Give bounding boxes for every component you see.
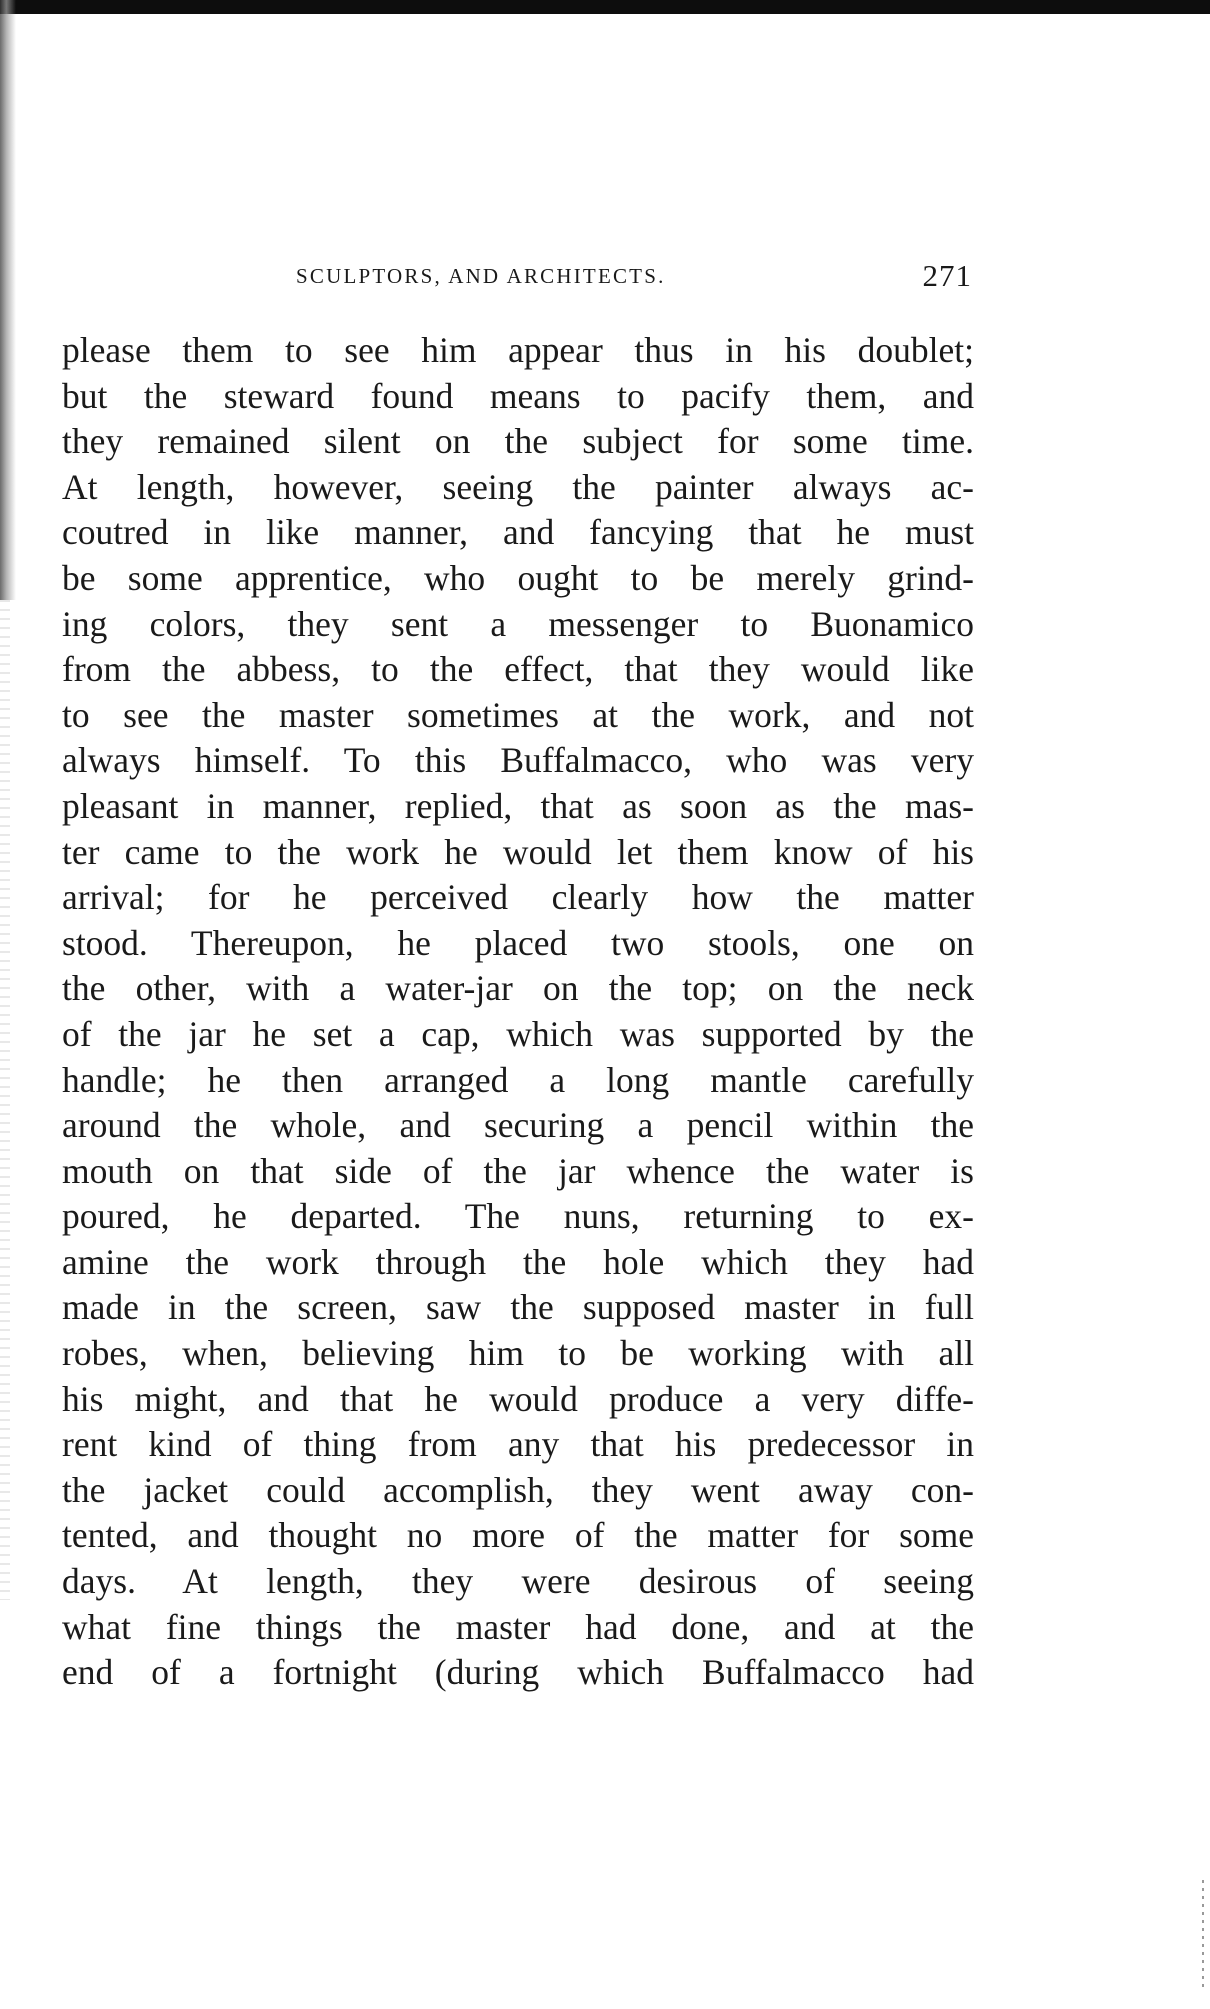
body-text bbox=[62, 328, 974, 1696]
text-line: the other, with a water-jar on the top; on the neck bbox=[62, 968, 974, 1009]
text-line: made in the screen, saw the supposed master in full bbox=[62, 1287, 974, 1328]
text-line: always himself. To this Buffalmacco, who was very bbox=[62, 740, 974, 781]
page-number: 271 bbox=[922, 258, 972, 293]
text-line: of the jar he set a cap, which was supported by the bbox=[62, 1013, 974, 1054]
text-line: be some apprentice, who ought to be merely grind- bbox=[62, 557, 974, 598]
text-line: end of a fortnight (during which Buffalmacco had bbox=[62, 1652, 974, 1693]
text-line: At length, however, seeing the painter always ac- bbox=[62, 466, 974, 507]
binding-shadow bbox=[0, 0, 16, 600]
text-line: please them to see him appear thus in his doublet; bbox=[62, 330, 974, 370]
text-line: what fine things the master had done, and at the bbox=[62, 1606, 974, 1647]
text-line: days. At length, they were desirous of seeing bbox=[62, 1561, 974, 1602]
page-top-edge bbox=[0, 0, 1210, 14]
text-line: the jacket could accomplish, they went away con- bbox=[62, 1469, 974, 1510]
running-head: SCULPTORS, AND ARCHITECTS. bbox=[296, 264, 666, 288]
text-line: to see the master sometimes at the work, and not bbox=[62, 694, 974, 735]
text-line: ing colors, they sent a messenger to Buonamico bbox=[62, 603, 974, 644]
text-line: robes, when, believing him to be working with all bbox=[62, 1333, 974, 1374]
text-line: his might, and that he would produce a very diffe- bbox=[62, 1378, 974, 1419]
text-line: from the abbess, to the effect, that they would like bbox=[62, 649, 974, 690]
page-header bbox=[292, 258, 972, 306]
text-line: coutred in like manner, and fancying that he must bbox=[62, 512, 974, 553]
text-line: amine the work through the hole which they had bbox=[62, 1241, 974, 1282]
text-line: around the whole, and securing a pencil within the bbox=[62, 1105, 974, 1146]
text-line: mouth on that side of the jar whence the water is bbox=[62, 1150, 974, 1191]
text-line: handle; he then arranged a long mantle carefully bbox=[62, 1059, 974, 1100]
binding-speckle bbox=[0, 600, 10, 1600]
text-line: but the steward found means to pacify them, and bbox=[62, 375, 974, 416]
text-line: tented, and thought no more of the matter for some bbox=[62, 1515, 974, 1556]
text-line: arrival; for he perceived clearly how the matter bbox=[62, 877, 974, 918]
text-line: rent kind of thing from any that his predecessor in bbox=[62, 1424, 974, 1465]
text-line: ter came to the work he would let them know of his bbox=[62, 831, 974, 872]
edge-mark bbox=[1202, 1880, 1204, 1990]
text-line: pleasant in manner, replied, that as soon as the mas- bbox=[62, 785, 974, 826]
text-line: stood. Thereupon, he placed two stools, one on bbox=[62, 922, 974, 963]
text-line: they remained silent on the subject for some time. bbox=[62, 421, 974, 462]
text-line: poured, he departed. The nuns, returning to ex- bbox=[62, 1196, 974, 1237]
